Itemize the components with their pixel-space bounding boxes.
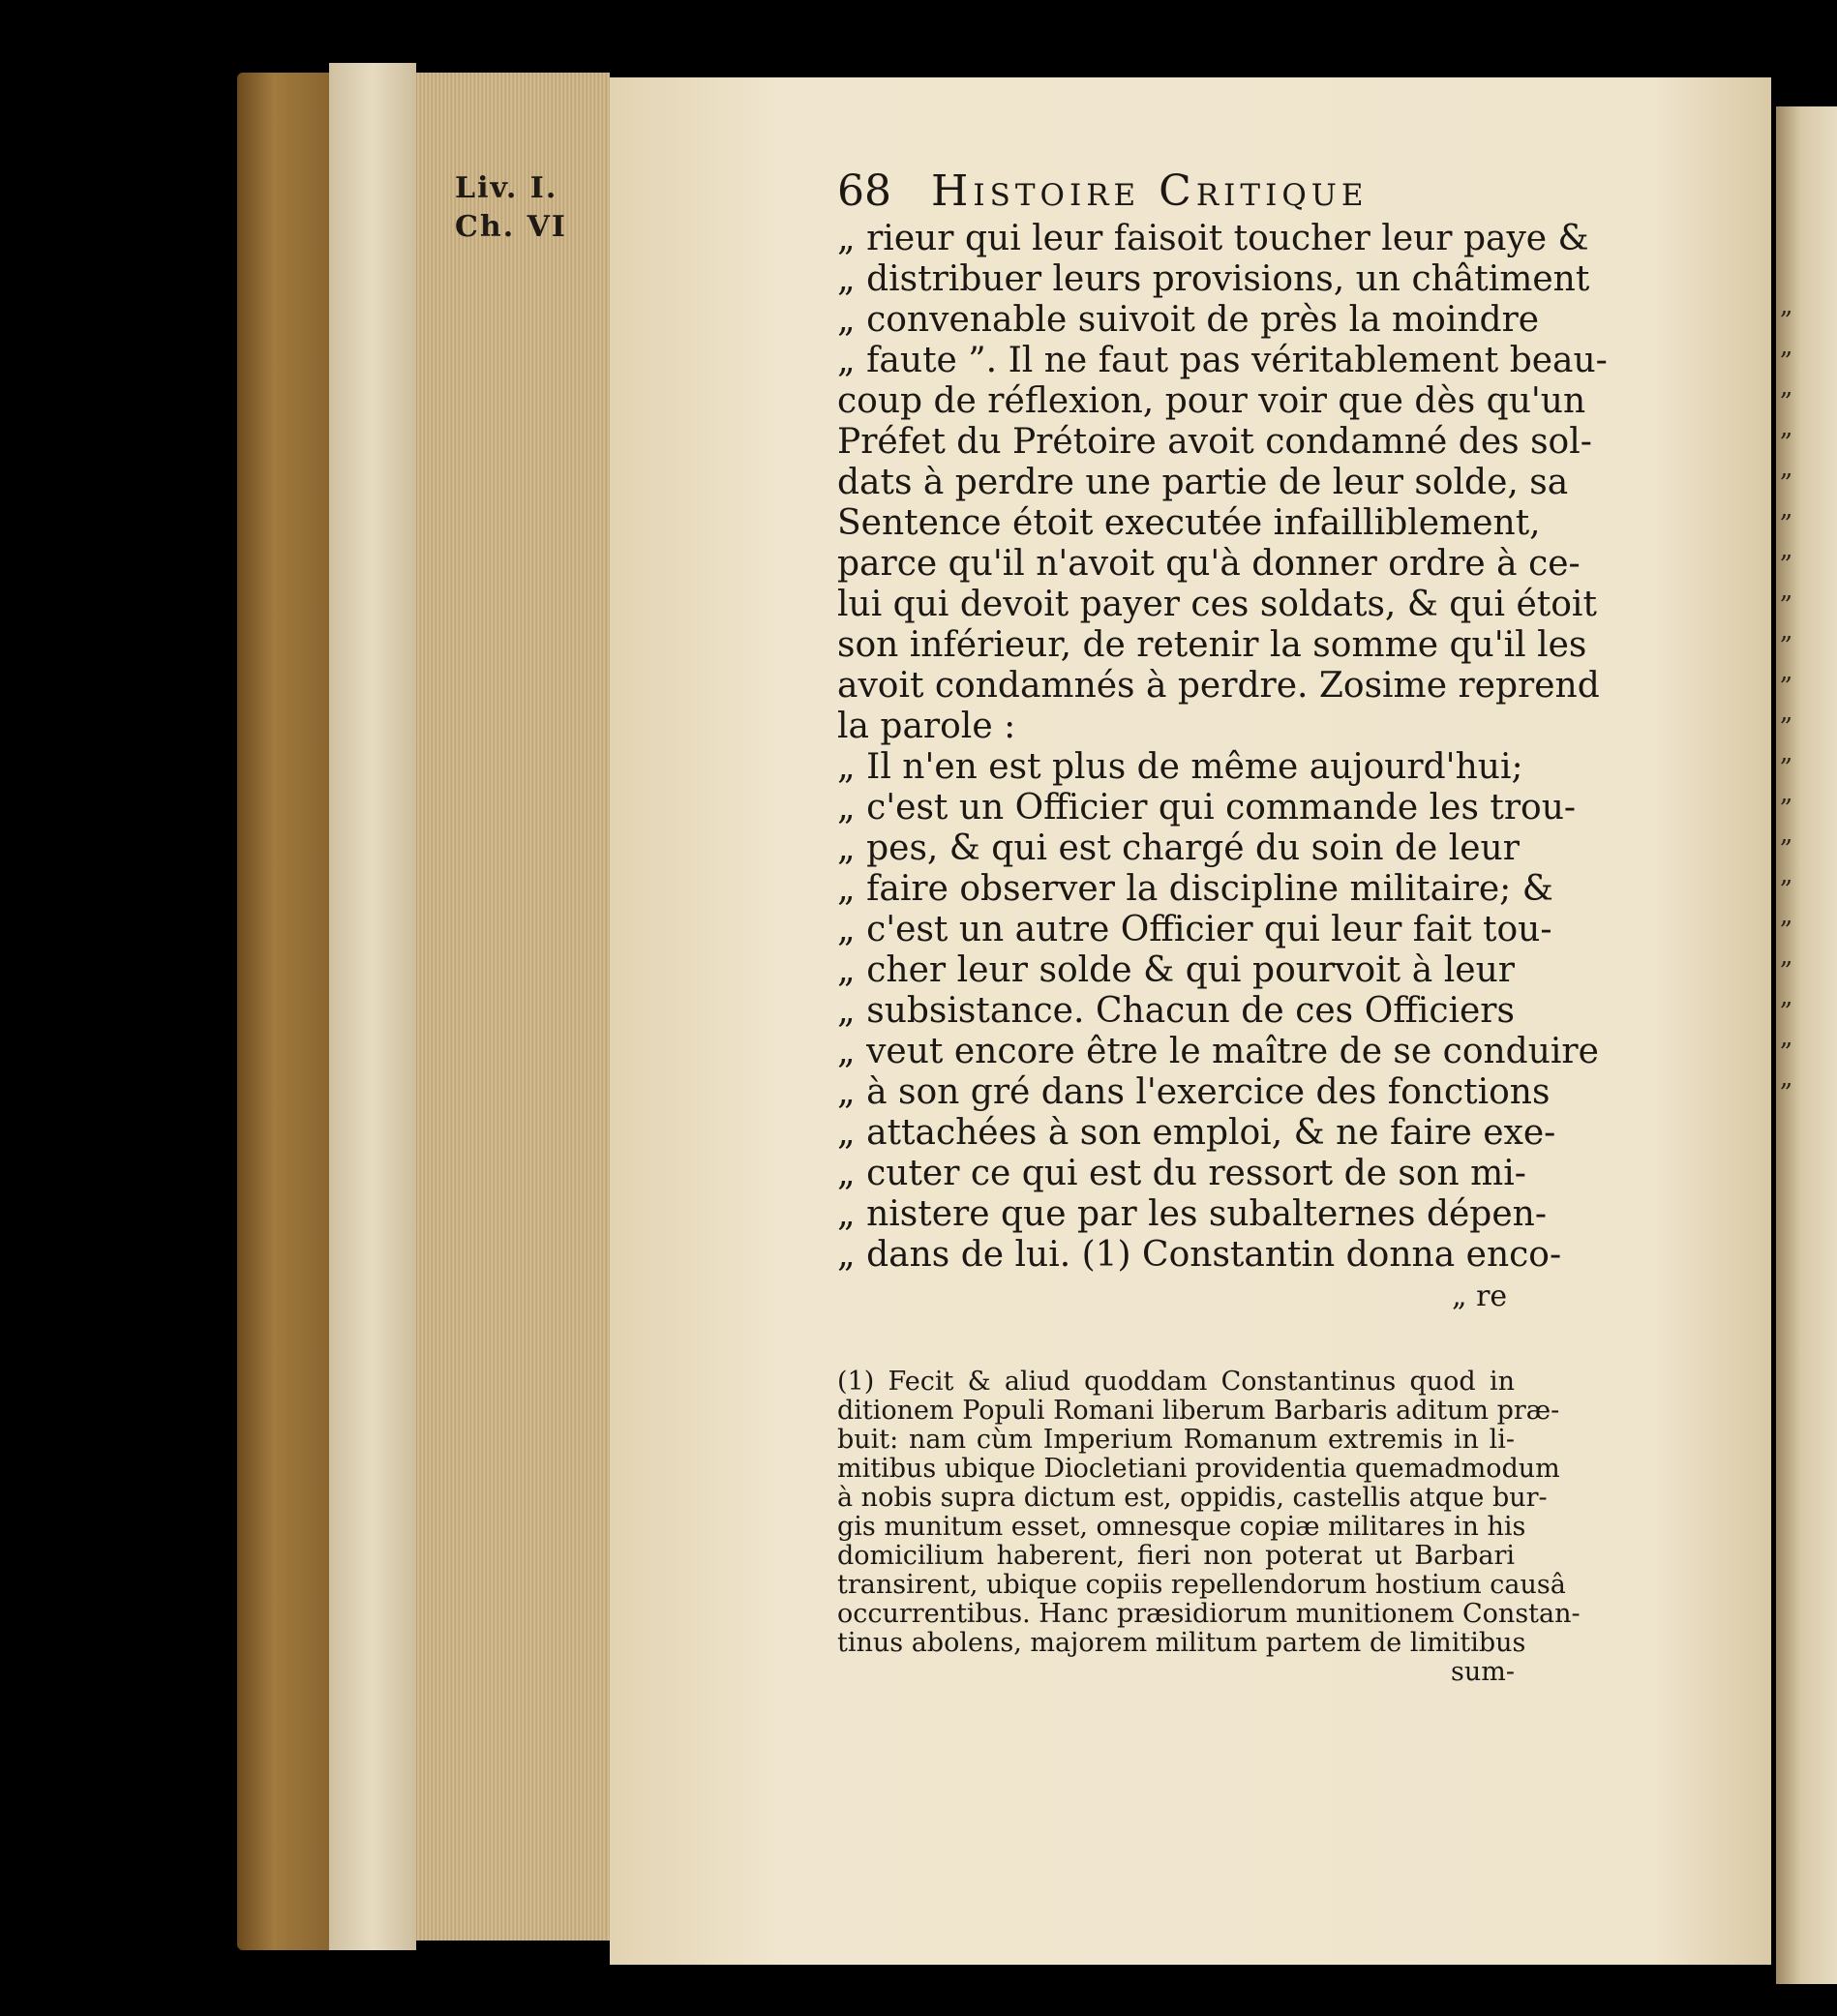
text-line: „ c'est un autre Officier qui leur fait tou- <box>837 910 1552 949</box>
text-line: „ veut encore être le maître de se conduire <box>837 1032 1599 1071</box>
text-line: „ attachées à son emploi, & ne faire exe- <box>837 1113 1556 1153</box>
page-number: 68 <box>837 166 891 216</box>
book-cover-edge <box>237 73 329 1950</box>
text-line: coup de réflexion, pour voir que dès qu'un <box>837 381 1586 421</box>
next-page-mark: „ <box>1780 576 1793 605</box>
footnote-line: gis munitum esset, omnesque copiæ militares in his <box>837 1512 1526 1542</box>
text-line: la parole : <box>837 707 1016 746</box>
text-line: „ distribuer leurs provisions, un châtiment <box>837 259 1590 299</box>
text-line: „ faire observer la discipline militaire; & <box>837 869 1553 909</box>
next-page-mark: „ <box>1780 982 1793 1011</box>
margin-note-chapter: Ch. VI <box>455 210 567 244</box>
text-line: parce qu'il n'avoit qu'à donner ordre à ce- <box>837 544 1581 584</box>
next-page-mark: „ <box>1780 535 1793 564</box>
footnote-line: domicilium haberent, fieri non poterat ut Barbari <box>837 1541 1515 1571</box>
footnote-line: (1) Fecit & aliud quoddam Constantinus quod in <box>837 1367 1515 1397</box>
footnote-line: mitibus ubique Diocletiani providentia quemadmodum <box>837 1454 1560 1484</box>
next-page-edge <box>1776 106 1837 1984</box>
text-line: „ nistere que par les subalternes dépen- <box>837 1194 1547 1234</box>
next-page-mark: „ <box>1780 1023 1793 1052</box>
text-line: „ à son gré dans l'exercice des fonctions <box>837 1072 1551 1112</box>
text-line: „ cher leur solde & qui pourvoit à leur <box>837 950 1515 990</box>
running-title: Histoire Critique <box>931 166 1369 216</box>
text-line: Préfet du Prétoire avoit condamné des sol- <box>837 422 1592 462</box>
text-line: dats à perdre une partie de leur solde, sa <box>837 463 1569 502</box>
next-page-mark: „ <box>1780 495 1793 524</box>
footnote-line: transirent, ubique copiis repellendorum hostium causâ <box>837 1570 1566 1600</box>
next-page-mark: „ <box>1780 657 1793 686</box>
text-line: „ faute ”. Il ne faut pas véritablement beau- <box>837 341 1608 380</box>
text-line: „ dans de lui. (1) Constantin donna enco- <box>837 1235 1562 1275</box>
footnote-line: à nobis supra dictum est, oppidis, castellis atque bur- <box>837 1483 1548 1513</box>
next-page-mark: „ <box>1780 820 1793 849</box>
next-page-mark: „ <box>1780 291 1793 320</box>
text-line: „ Il n'en est plus de même aujourd'hui; <box>837 747 1523 787</box>
margin-note <box>455 169 567 247</box>
footnote-line: buit: nam cùm Imperium Romanum extremis in li- <box>837 1425 1515 1455</box>
text-line: Sentence étoit executée infailliblement, <box>837 503 1541 543</box>
page-header <box>837 166 1515 216</box>
footnote-line: sum- <box>1451 1657 1515 1687</box>
next-page-mark: „ <box>1780 454 1793 483</box>
footnote-line: tinus abolens, majorem militum partem de limitibus <box>837 1628 1526 1658</box>
text-line: avoit condamnés à perdre. Zosime reprend <box>837 666 1600 706</box>
footnote <box>837 1367 1581 1687</box>
text-line: „ subsistance. Chacun de ces Officiers <box>837 991 1515 1031</box>
text-line: „ c'est un Officier qui commande les trou- <box>837 788 1577 827</box>
next-page-mark: „ <box>1780 373 1793 402</box>
text-line: lui qui devoit payer ces soldats, & qui étoit <box>837 585 1597 624</box>
next-page-mark: „ <box>1780 413 1793 442</box>
text-line: „ cuter ce qui est du ressort de son mi- <box>837 1154 1526 1193</box>
text-line: son inférieur, de retenir la somme qu'il les <box>837 625 1587 665</box>
margin-note-book: Liv. I. <box>455 171 558 205</box>
text-line: „ convenable suivoit de près la moindre <box>837 300 1540 340</box>
catchword: „ re <box>1452 1279 1508 1313</box>
footnote-line: ditionem Populi Romani liberum Barbaris aditum præ- <box>837 1396 1560 1426</box>
text-line: „ rieur qui leur faisoit toucher leur paye & <box>837 219 1589 258</box>
next-page-mark: „ <box>1780 1064 1793 1093</box>
page-edges <box>329 63 416 1950</box>
page-block <box>416 73 610 1941</box>
next-page-mark: „ <box>1780 617 1793 646</box>
next-page-mark: „ <box>1780 738 1793 767</box>
next-page-mark: „ <box>1780 942 1793 971</box>
body-text <box>837 219 1608 1276</box>
next-page-marks <box>1780 286 1833 1098</box>
text-line: „ pes, & qui est chargé du soin de leur <box>837 828 1520 868</box>
footnote-line: occurrentibus. Hanc præsidiorum munitionem Constan- <box>837 1599 1581 1629</box>
next-page-mark: „ <box>1780 901 1793 930</box>
next-page-mark: „ <box>1780 779 1793 808</box>
next-page-mark: „ <box>1780 698 1793 727</box>
next-page-mark: „ <box>1780 332 1793 361</box>
next-page-mark: „ <box>1780 860 1793 889</box>
